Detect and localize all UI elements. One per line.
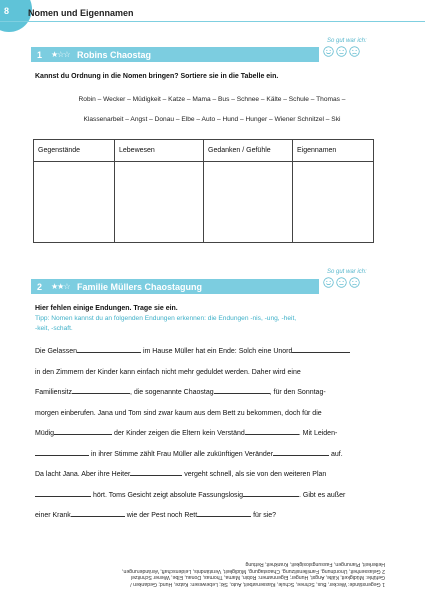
exercise-2-number: 2 [37, 281, 43, 292]
column-header-living-beings: Lebewesen [115, 140, 204, 162]
text-line: in ihrer Stimme zählt Frau Müller alle zukünftigen Veränder auf. [35, 445, 380, 466]
exercise-1-instruction: Kannst du Ordnung in die Nomen bringen? Sortiere sie in die Tabelle ein. [35, 73, 279, 80]
solutions-line-4: Heiterkeit, Planungen, Fassungslosigkeit, Krankheit, Rettung [245, 561, 385, 568]
ending-blank[interactable] [273, 448, 329, 456]
ending-blank[interactable] [243, 489, 299, 497]
exercise-1-number: 1 [37, 49, 43, 60]
word-list-line-2: Klassenarbeit – Angst – Donau – Elbe – Auto – Hund – Hunger – Wiener Schnitzel – Ski [83, 116, 341, 123]
difficulty-stars-icon: ★★☆ [51, 282, 70, 291]
ending-blank[interactable] [197, 509, 251, 517]
self-assessment-label-2: So gut war ich: [327, 269, 367, 275]
text-line: in den Zimmern der Kinder kann einfach nicht mehr geduldet werden. Daher wird eine [35, 368, 301, 376]
exercise-2-title: Familie Müllers Chaostagung [77, 281, 203, 292]
ending-blank[interactable] [35, 448, 89, 456]
self-assessment-smileys [323, 46, 360, 57]
difficulty-stars-icon: ★☆☆ [51, 50, 70, 59]
exercise-2-tip [35, 314, 385, 334]
exercise-2-header [31, 279, 319, 294]
column-header-objects: Gegenstände [34, 140, 115, 162]
table-cell-living-beings[interactable] [115, 162, 204, 243]
ending-blank[interactable] [71, 509, 125, 517]
ending-blank[interactable] [72, 386, 130, 394]
sad-face-icon[interactable] [349, 277, 360, 288]
ending-blank[interactable] [130, 468, 182, 476]
page-number: 8 [4, 6, 10, 16]
table-cell-proper-names[interactable] [293, 162, 374, 243]
text-line: Müdig der Kinder zeigen die Eltern kein Verständ . Mit Leiden- [35, 424, 380, 445]
solutions-line-1: 1 Gegenstände: Wecker, Bus, Schnee, Schule, Klassenarbeit, Auto, Ski; Lebewesen: Katze, Hund; Gedanken / [130, 581, 385, 587]
ending-blank[interactable] [245, 427, 299, 435]
ending-blank[interactable] [77, 345, 141, 353]
text-line: hört. Toms Gesicht zeigt absolute Fassungslosig . Gibt es außer [35, 486, 380, 507]
exercise-1-title: Robins Chaostag [77, 49, 152, 60]
happy-face-icon[interactable] [323, 46, 334, 57]
gap-text [35, 342, 380, 527]
sad-face-icon[interactable] [349, 46, 360, 57]
tip-line-1: Tipp: Nomen kannst du an folgenden Endungen erkennen: die Endungen -nis, -ung, -heit, [35, 315, 297, 322]
text-line: morgen einberufen. Jana und Tom sind zwar kaum aus dem Bett zu bekommen, doch für die [35, 409, 322, 417]
word-list-line-1: Robin – Wecker – Müdigkeit – Katze – Mama – Bus – Schnee – Kälte – Schule – Thomas – [78, 96, 346, 103]
exercise-2-instruction: Hier fehlen einige Endungen. Trage sie ein. [35, 305, 178, 312]
neutral-face-icon[interactable] [336, 277, 347, 288]
sorting-table [33, 139, 374, 243]
ending-blank[interactable] [54, 427, 112, 435]
self-assessment-smileys-2 [323, 277, 360, 288]
exercise-1-header [31, 47, 319, 62]
solutions-line-2: Gefühle: Müdigkeit, Kälte, Angst, Hunger; Eigennamen: Robin, Mama, Thomas, Donau, Elbe, Wiener Schnitzel [130, 574, 385, 581]
table-cell-objects[interactable] [34, 162, 115, 243]
ending-blank[interactable] [35, 489, 91, 497]
column-header-thoughts-feelings: Gedanken / Gefühle [204, 140, 293, 162]
tip-line-2: -keit, -schaft. [35, 325, 73, 332]
solutions-line-3: 2 Gelassenheit, Unordnung, Familiensitzung, Chaostagung, Müdigkeit, Verständnis, Leidenschaft, Veränderungen, [122, 568, 385, 574]
happy-face-icon[interactable] [323, 277, 334, 288]
text-line: Familiensitz , die sogenannte Chaostag , für den Sonntag- [35, 383, 380, 404]
ending-blank[interactable] [292, 345, 350, 353]
table-cell-thoughts-feelings[interactable] [204, 162, 293, 243]
solutions-upside-down [35, 561, 385, 587]
column-header-proper-names: Eigennamen [293, 140, 374, 162]
text-line: einer Krank wie der Pest noch Rett für sie? [35, 506, 380, 527]
chapter-title: Nomen und Eigennamen [28, 8, 134, 18]
self-assessment-label: So gut war ich: [327, 38, 367, 44]
neutral-face-icon[interactable] [336, 46, 347, 57]
text-line: Da lacht Jana. Aber ihre Heiter vergeht schnell, als sie von den weiteren Plan [35, 465, 380, 486]
ending-blank[interactable] [214, 386, 270, 394]
text-line: Die Gelassen im Hause Müller hat ein Ende: Solch eine Unord [35, 342, 380, 363]
header-divider [0, 21, 425, 22]
